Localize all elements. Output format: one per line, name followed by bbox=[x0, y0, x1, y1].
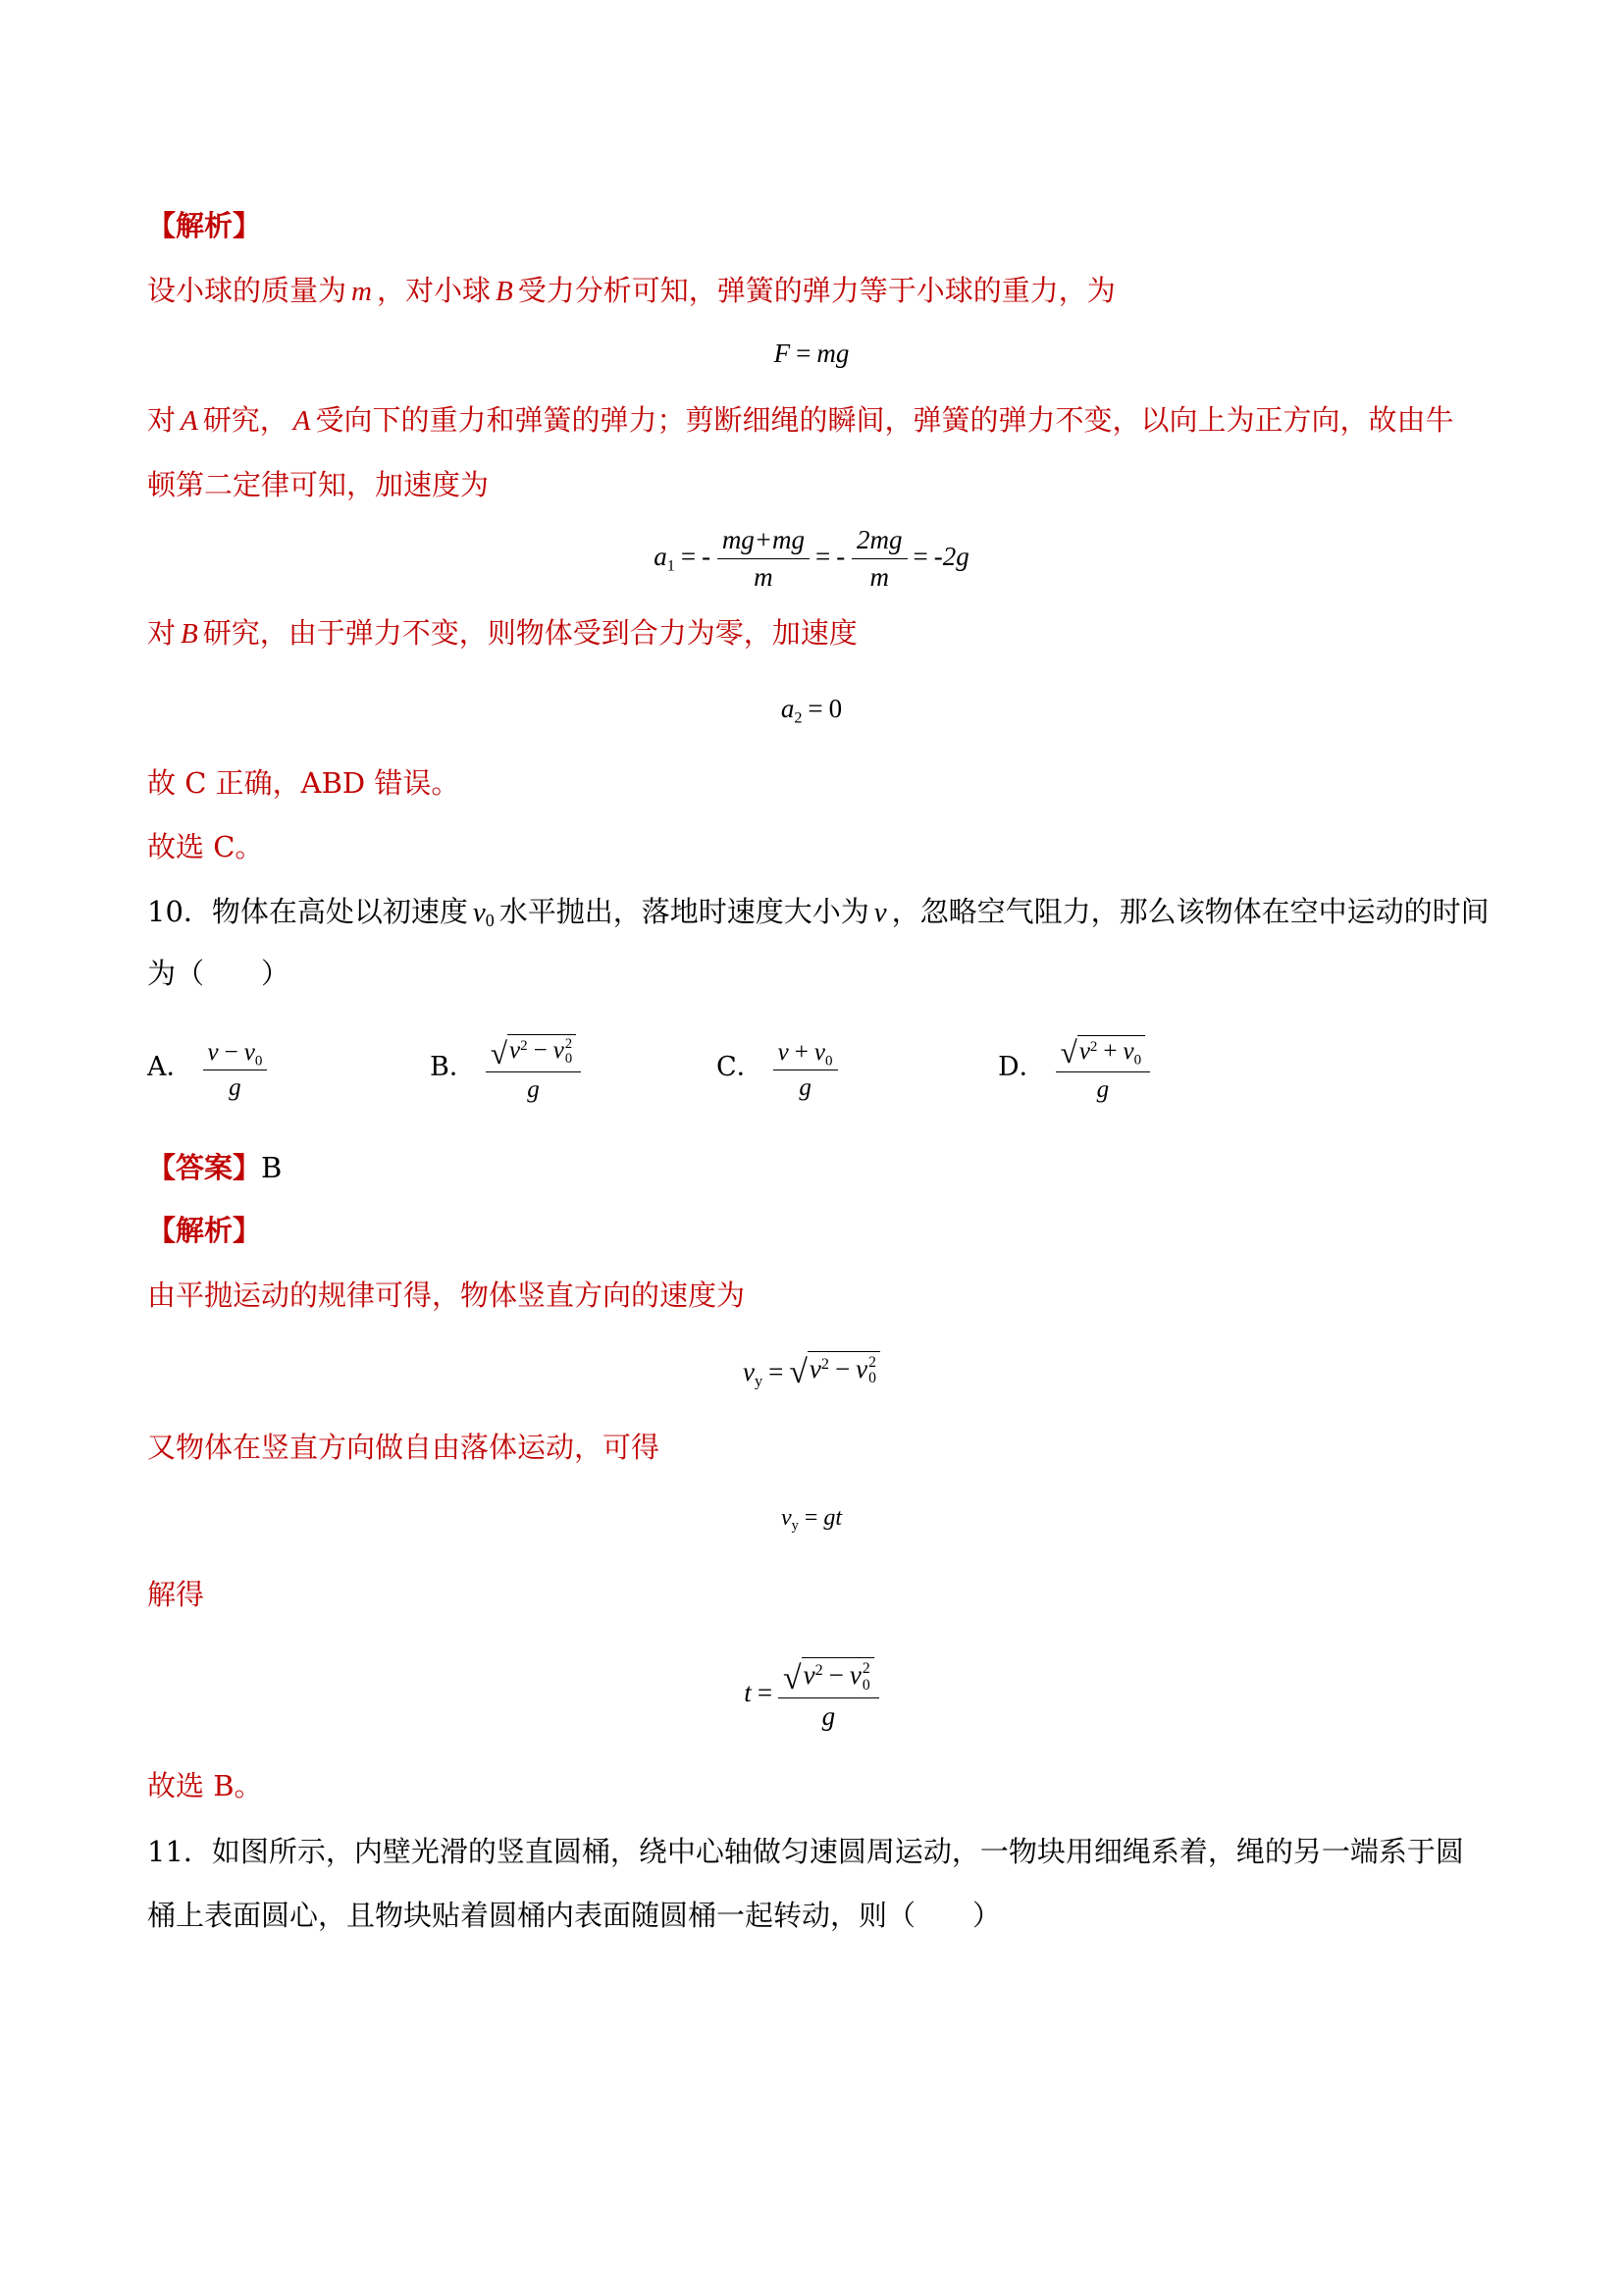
math-superscript: 2 bbox=[868, 1353, 876, 1371]
math-operator: + bbox=[1103, 1037, 1118, 1065]
fraction-numerator: mg+mg bbox=[717, 524, 810, 560]
square-root bbox=[783, 1657, 874, 1697]
equation-free-fall bbox=[0, 1498, 1623, 1538]
equation-time bbox=[0, 1644, 1623, 1742]
math-superscript: 2 bbox=[820, 1354, 829, 1373]
text-run: 设小球的质量为 bbox=[147, 274, 347, 307]
text-run: 对 bbox=[147, 616, 177, 650]
equation-force bbox=[0, 334, 1623, 373]
math-subscript: 0 bbox=[862, 1676, 870, 1694]
fraction-denominator: g bbox=[527, 1076, 540, 1104]
text-run: ，对小球 bbox=[376, 274, 491, 307]
math-variable: v bbox=[552, 1036, 564, 1064]
math-operator: + bbox=[794, 1038, 809, 1066]
radical-sign: √ bbox=[1060, 1035, 1077, 1070]
math-variable: B bbox=[495, 276, 513, 307]
math-variable: B bbox=[181, 618, 198, 650]
solution-paragraph: 又物体在竖直方向做自由落体运动，可得 bbox=[147, 1431, 660, 1464]
math-operator: = bbox=[808, 694, 823, 723]
radical-sign: √ bbox=[490, 1036, 507, 1071]
solution-paragraph bbox=[147, 400, 1453, 440]
math-expression: mg bbox=[816, 339, 850, 368]
fraction-denominator: g bbox=[1096, 1075, 1110, 1103]
option-label: D． bbox=[998, 1052, 1046, 1082]
option-label: B． bbox=[430, 1052, 476, 1082]
solution-paragraph bbox=[147, 271, 1116, 310]
solution-paragraph bbox=[147, 613, 858, 652]
math-subscript: 0 bbox=[825, 1052, 833, 1069]
math-variable: v bbox=[809, 1353, 821, 1383]
math-value: 0 bbox=[828, 694, 843, 723]
math-operator: − bbox=[224, 1038, 238, 1066]
math-subscript: 0 bbox=[564, 1051, 573, 1068]
answer-line bbox=[147, 1148, 282, 1187]
math-variable: a bbox=[654, 542, 667, 571]
math-operator: = bbox=[796, 339, 812, 368]
math-superscript: 2 bbox=[520, 1037, 528, 1054]
text-run: ，忽略空气阻力，那么该物体在空中运动的时间 bbox=[891, 895, 1490, 928]
math-fraction bbox=[203, 1037, 268, 1104]
text-run: 受力分析可知，弹簧的弹力等于小球的重力，为 bbox=[517, 274, 1116, 307]
math-subscript: y bbox=[791, 1518, 799, 1535]
text-run: 研究，由于弹力不变，则物体受到合力为零，加速度 bbox=[202, 616, 858, 650]
math-subscript: 0 bbox=[1133, 1051, 1142, 1068]
text-run: 受向下的重力和弹簧的弹力；剪断细绳的瞬间，弹簧的弹力不变，以向上为正方向，故由牛 bbox=[315, 403, 1454, 437]
equation-acceleration-a1 bbox=[0, 517, 1623, 596]
text-run: 研究， bbox=[202, 403, 288, 437]
fraction-numerator bbox=[773, 1037, 838, 1070]
answer-value: B bbox=[261, 1151, 283, 1184]
math-operator: = bbox=[804, 1505, 818, 1531]
fraction-numerator bbox=[778, 1657, 879, 1698]
math-variable: v bbox=[509, 1036, 521, 1064]
math-subscript: 0 bbox=[254, 1052, 263, 1069]
math-variable: v bbox=[873, 897, 887, 928]
math-variable: t bbox=[744, 1678, 752, 1707]
math-operator: − bbox=[828, 1659, 844, 1690]
math-subscript: 1 bbox=[666, 556, 675, 575]
text-run: 水平抛出，落地时速度大小为 bbox=[498, 895, 869, 928]
fraction-denominator: g bbox=[229, 1073, 241, 1101]
solution-conclusion: 故选 B。 bbox=[147, 1769, 263, 1802]
equation-vertical-velocity bbox=[0, 1342, 1623, 1401]
math-variable: v bbox=[856, 1353, 868, 1383]
math-operator: = bbox=[680, 542, 697, 571]
option-c bbox=[716, 1023, 838, 1112]
math-variable: F bbox=[773, 339, 791, 368]
fraction-numerator bbox=[1056, 1035, 1150, 1072]
solution-paragraph: 顿第二定律可知，加速度为 bbox=[147, 468, 490, 501]
math-superscript: 2 bbox=[1089, 1038, 1098, 1055]
math-operator: - bbox=[702, 542, 711, 571]
question-11-stem: 11．如图所示，内壁光滑的竖直圆桶，绕中心轴做匀速圆周运动，一物块用细绳系着，绳的另一端系于圆 bbox=[147, 1835, 1464, 1868]
fraction-denominator: m bbox=[754, 562, 773, 593]
option-label: A． bbox=[147, 1052, 193, 1082]
math-variable: v bbox=[472, 897, 486, 928]
math-subscript: 0 bbox=[868, 1370, 876, 1387]
math-result: -2g bbox=[933, 542, 969, 571]
math-variable: v bbox=[207, 1038, 219, 1066]
question-10-stem bbox=[147, 892, 1490, 931]
math-variable: v bbox=[780, 1505, 792, 1531]
math-operator: = bbox=[815, 542, 831, 571]
math-operator: − bbox=[834, 1353, 851, 1383]
math-fraction bbox=[1056, 1035, 1150, 1105]
option-b bbox=[430, 1023, 581, 1112]
math-operator: − bbox=[533, 1036, 548, 1064]
math-fraction bbox=[486, 1034, 581, 1106]
math-operator: = bbox=[757, 1678, 773, 1707]
math-variable: v bbox=[1123, 1037, 1134, 1065]
math-variable: a bbox=[780, 694, 795, 723]
fraction-denominator: m bbox=[869, 562, 890, 593]
text-run: 对 bbox=[147, 403, 177, 437]
radical-sign: √ bbox=[789, 1354, 808, 1390]
math-variable: v bbox=[243, 1038, 255, 1066]
math-fraction bbox=[852, 524, 908, 596]
fraction-denominator: g bbox=[821, 1701, 836, 1732]
math-operator: = bbox=[913, 542, 928, 571]
fraction-numerator: 2mg bbox=[852, 524, 908, 560]
text-run: 10．物体在高处以初速度 bbox=[147, 895, 468, 928]
fraction-numerator bbox=[486, 1034, 581, 1072]
option-a bbox=[147, 1023, 267, 1112]
math-sup-sub bbox=[565, 1037, 572, 1067]
math-variable: m bbox=[351, 276, 372, 307]
math-variable: v bbox=[777, 1038, 789, 1066]
math-variable: v bbox=[743, 1357, 755, 1386]
radicand bbox=[802, 1657, 874, 1694]
solution-paragraph: 故 C 正确，ABD 错误。 bbox=[147, 766, 460, 800]
solution-paragraph: 由平抛运动的规律可得，物体竖直方向的速度为 bbox=[147, 1278, 746, 1312]
square-root bbox=[789, 1351, 880, 1390]
math-operator: = bbox=[768, 1357, 784, 1386]
option-d bbox=[998, 1023, 1150, 1112]
math-variable: A bbox=[292, 405, 311, 437]
question-11-stem-end: 桶上表面圆心，且物块贴着圆桶内表面随圆桶一起转动，则（ ） bbox=[147, 1899, 1002, 1932]
math-variable: v bbox=[1078, 1037, 1090, 1065]
solution-heading: 【解析】 bbox=[147, 1214, 262, 1247]
math-fraction bbox=[778, 1657, 879, 1734]
radicand bbox=[808, 1351, 880, 1387]
radical-sign: √ bbox=[783, 1660, 802, 1697]
fraction-denominator: g bbox=[799, 1073, 812, 1101]
square-root bbox=[1060, 1035, 1145, 1070]
solution-heading: 【解析】 bbox=[147, 209, 262, 242]
math-fraction bbox=[717, 524, 810, 596]
math-superscript: 2 bbox=[814, 1660, 823, 1679]
fraction-numerator bbox=[203, 1037, 268, 1070]
option-label: C． bbox=[716, 1052, 763, 1082]
solution-paragraph: 解得 bbox=[147, 1578, 205, 1611]
radicand bbox=[1077, 1035, 1145, 1067]
math-subscript: y bbox=[755, 1372, 763, 1390]
math-expression: gt bbox=[823, 1505, 843, 1531]
math-operator: - bbox=[836, 542, 846, 571]
answer-tag: 【答案】 bbox=[147, 1151, 262, 1184]
math-variable: A bbox=[181, 405, 198, 437]
math-sup-sub bbox=[863, 1661, 870, 1694]
math-fraction bbox=[773, 1037, 838, 1104]
math-superscript: 2 bbox=[862, 1660, 870, 1678]
math-variable: v bbox=[803, 1659, 815, 1690]
math-variable: v bbox=[849, 1659, 862, 1690]
math-superscript: 2 bbox=[564, 1035, 573, 1052]
square-root bbox=[490, 1034, 576, 1071]
equation-acceleration-a2 bbox=[0, 689, 1623, 728]
math-variable: v bbox=[813, 1038, 825, 1066]
solution-conclusion: 故选 C。 bbox=[147, 830, 264, 863]
radicand bbox=[507, 1034, 576, 1067]
question-10-stem-end: 为（ ） bbox=[147, 957, 290, 990]
math-subscript: 0 bbox=[485, 911, 495, 931]
math-subscript: 2 bbox=[794, 708, 803, 727]
math-sup-sub bbox=[868, 1355, 876, 1387]
